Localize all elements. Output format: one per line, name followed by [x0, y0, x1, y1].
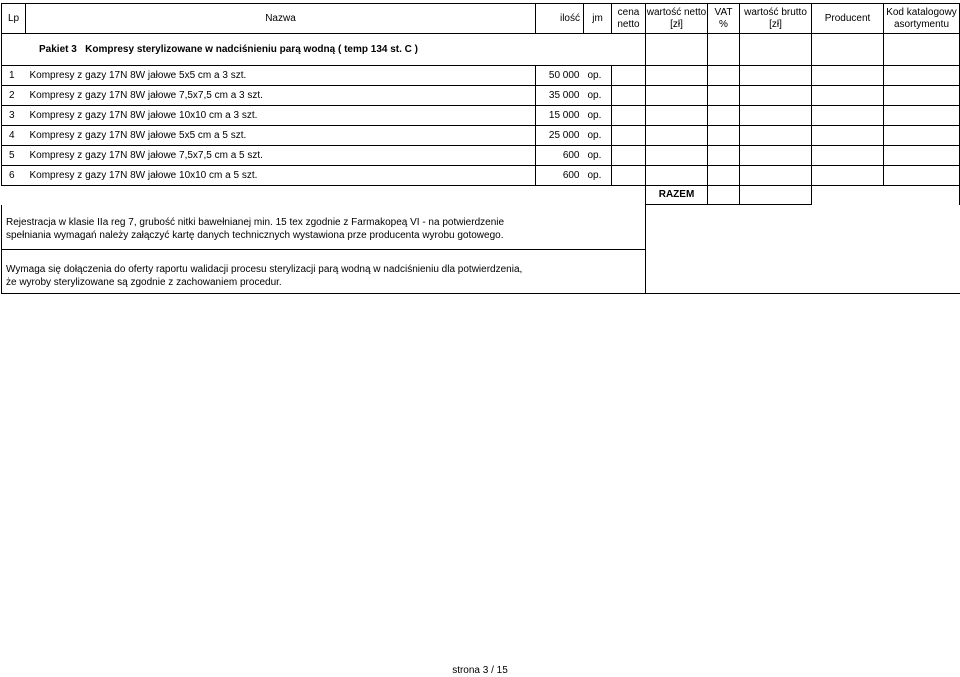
item-vat	[708, 166, 740, 186]
item-vat	[708, 106, 740, 126]
item-qty: 600	[536, 166, 584, 186]
header-lp: Lp	[2, 4, 26, 34]
header-producent: Producent	[812, 4, 884, 34]
item-lp: 3	[2, 106, 26, 126]
razem-label: RAZEM	[646, 186, 708, 205]
item-kod	[884, 166, 960, 186]
item-qty: 35 000	[536, 86, 584, 106]
item-kod	[884, 66, 960, 86]
item-lp: 4	[2, 126, 26, 146]
item-producent	[812, 166, 884, 186]
item-wartosc-brutto	[740, 66, 812, 86]
item-vat	[708, 66, 740, 86]
header-jm: jm	[584, 4, 612, 34]
header-vat: VAT %	[708, 4, 740, 34]
item-cena	[612, 126, 646, 146]
item-producent	[812, 66, 884, 86]
item-cena	[612, 86, 646, 106]
item-wartosc-netto	[646, 66, 708, 86]
item-producent	[812, 146, 884, 166]
table-row	[2, 126, 960, 146]
item-unit: op.	[584, 106, 612, 126]
registration-note: Rejestracja w klasie IIa reg 7, grubość nitki bawełnianej min. 15 tex zgodnie z Farmakopeą VI - na potwierdzenie spełniania wymagań należy załączyć kartę danych technicznych wystawiona prze producenta wyrobu gotowego.	[2, 205, 646, 250]
item-vat	[708, 126, 740, 146]
page-number: strona 3 / 15	[452, 665, 508, 676]
item-kod	[884, 126, 960, 146]
package-empty	[612, 34, 646, 66]
table-row	[2, 166, 960, 186]
razem-row	[2, 186, 960, 205]
item-qty: 50 000	[536, 66, 584, 86]
item-cena	[612, 106, 646, 126]
item-unit: op.	[584, 126, 612, 146]
items-body	[2, 66, 960, 186]
item-wartosc-brutto	[740, 126, 812, 146]
item-name: Kompresy z gazy 17N 8W jałowe 10x10 cm a 5 szt.	[26, 166, 536, 186]
item-name: Kompresy z gazy 17N 8W jałowe 5x5 cm a 5 szt.	[26, 126, 536, 146]
header-cena-netto: cena netto	[612, 4, 646, 34]
item-kod	[884, 86, 960, 106]
item-wartosc-brutto	[740, 106, 812, 126]
item-lp: 2	[2, 86, 26, 106]
item-unit: op.	[584, 66, 612, 86]
item-lp: 6	[2, 166, 26, 186]
item-kod	[884, 146, 960, 166]
item-name: Kompresy z gazy 17N 8W jałowe 5x5 cm a 3 szt.	[26, 66, 536, 86]
item-unit: op.	[584, 86, 612, 106]
item-qty: 600	[536, 146, 584, 166]
item-producent	[812, 86, 884, 106]
header-ilosc: ilość	[536, 4, 584, 34]
pricing-table	[1, 3, 960, 294]
item-wartosc-netto	[646, 86, 708, 106]
item-producent	[812, 106, 884, 126]
header-row	[2, 4, 960, 34]
package-row	[2, 34, 960, 66]
validation-note: Wymaga się dołączenia do oferty raportu walidacji procesu sterylizacji parą wodną w nadciśnieniu dla potwierdzenia, że wyroby sterylizowane są zgodnie z zachowaniem procedur.	[2, 255, 646, 294]
item-wartosc-netto	[646, 126, 708, 146]
header-wartosc-brutto: wartość brutto [zł]	[740, 4, 812, 34]
header-nazwa: Nazwa	[26, 4, 536, 34]
item-wartosc-brutto	[740, 146, 812, 166]
item-unit: op.	[584, 166, 612, 186]
item-name: Kompresy z gazy 17N 8W jałowe 7,5x7,5 cm a 3 szt.	[26, 86, 536, 106]
table-row	[2, 106, 960, 126]
item-vat	[708, 86, 740, 106]
item-qty: 15 000	[536, 106, 584, 126]
item-cena	[612, 146, 646, 166]
table-row	[2, 146, 960, 166]
item-lp: 1	[2, 66, 26, 86]
item-lp: 5	[2, 146, 26, 166]
item-producent	[812, 126, 884, 146]
registration-note-row	[2, 205, 960, 250]
item-cena	[612, 66, 646, 86]
table-row	[2, 86, 960, 106]
item-wartosc-netto	[646, 146, 708, 166]
item-cena	[612, 166, 646, 186]
item-name: Kompresy z gazy 17N 8W jałowe 10x10 cm a 3 szt.	[26, 106, 536, 126]
item-qty: 25 000	[536, 126, 584, 146]
item-name: Kompresy z gazy 17N 8W jałowe 7,5x7,5 cm a 5 szt.	[26, 146, 536, 166]
validation-note-row	[2, 255, 960, 294]
item-wartosc-brutto	[740, 86, 812, 106]
package-title: Pakiet 3 Kompresy sterylizowane w nadciśnieniu parą wodną ( temp 134 st. C )	[2, 34, 612, 66]
header-kod-katalogowy: Kod katalogowy asortymentu	[884, 4, 960, 34]
header-wartosc-netto: wartość netto [zł]	[646, 4, 708, 34]
item-wartosc-netto	[646, 166, 708, 186]
item-unit: op.	[584, 146, 612, 166]
item-kod	[884, 106, 960, 126]
table-row	[2, 66, 960, 86]
item-wartosc-netto	[646, 106, 708, 126]
item-vat	[708, 146, 740, 166]
item-wartosc-brutto	[740, 166, 812, 186]
